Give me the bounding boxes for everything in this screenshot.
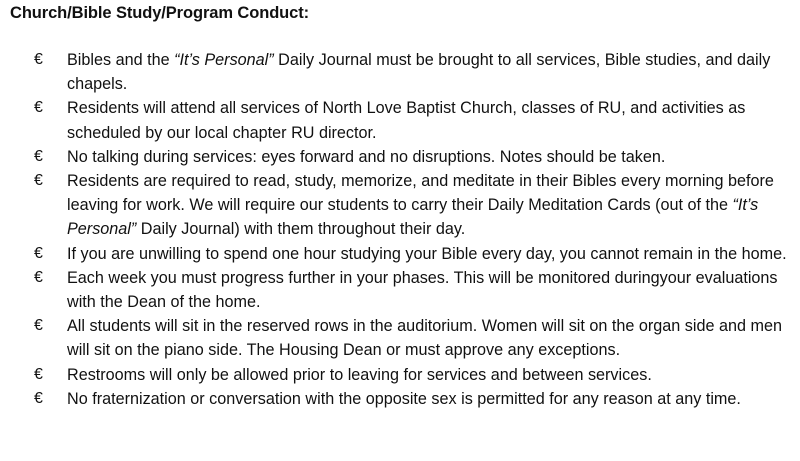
list-item: [0, 96, 800, 144]
item-text: Residents will attend all services of North Love Baptist Church, classes of RU, and activities as scheduled by our local chapter RU director.: [67, 99, 746, 142]
conduct-rules-list: [0, 48, 800, 411]
list-item: [0, 314, 800, 362]
item-text: Bibles and the: [67, 51, 175, 69]
item-text: Residents are required to read, study, memorize, and meditate in their Bibles every morning before leaving for work. We will require our students to carry their Daily Meditation Cards (out of the: [67, 172, 774, 215]
euro-bullet-icon: €: [34, 365, 43, 383]
euro-bullet-icon: €: [34, 51, 43, 68]
item-text: Each week you must progress further in your phases. This will be monitored duringyour evaluations with the Dean of the home.: [67, 268, 778, 312]
euro-bullet-icon: €: [34, 172, 43, 190]
list-item: [0, 387, 800, 411]
list-item: [0, 266, 800, 314]
euro-bullet-icon: €: [34, 147, 43, 165]
euro-bullet-icon: €: [34, 99, 43, 117]
euro-bullet-icon: €: [34, 317, 43, 335]
item-text: All students will sit in the reserved rows in the auditorium. Women will sit on the organ side and men will sit on the piano side. The Housing Dean or must approve any exceptions.: [67, 317, 782, 360]
euro-bullet-icon: €: [34, 268, 43, 286]
euro-bullet-icon: €: [34, 244, 43, 262]
section-title: Church/Bible Study/Program Conduct:: [10, 4, 310, 22]
euro-bullet-icon: €: [34, 389, 43, 407]
item-text: No fraternization or conversation with the opposite sex is permitted for any reason at any time.: [67, 389, 741, 408]
item-text: No talking during services: eyes forward and no disruptions. Notes should be taken.: [67, 147, 666, 166]
item-text: Daily Journal) with them throughout their day.: [136, 220, 466, 239]
item-text-italic: “It’s Personal”: [174, 51, 274, 69]
list-item: [0, 48, 800, 96]
item-text: If you are unwilling to spend one hour studying your Bible every day, you cannot remain in the home.: [67, 244, 787, 263]
item-text: Daily Journal must be brought to all services, Bible studies, and daily chapels.: [67, 51, 771, 94]
list-item: [0, 169, 800, 242]
item-text-italic: “It’s Personal”: [67, 196, 759, 239]
item-text: Restrooms will only be allowed prior to leaving for services and between services.: [67, 365, 652, 384]
list-item: [0, 242, 800, 266]
list-item: [0, 363, 800, 387]
list-item: [0, 145, 800, 169]
